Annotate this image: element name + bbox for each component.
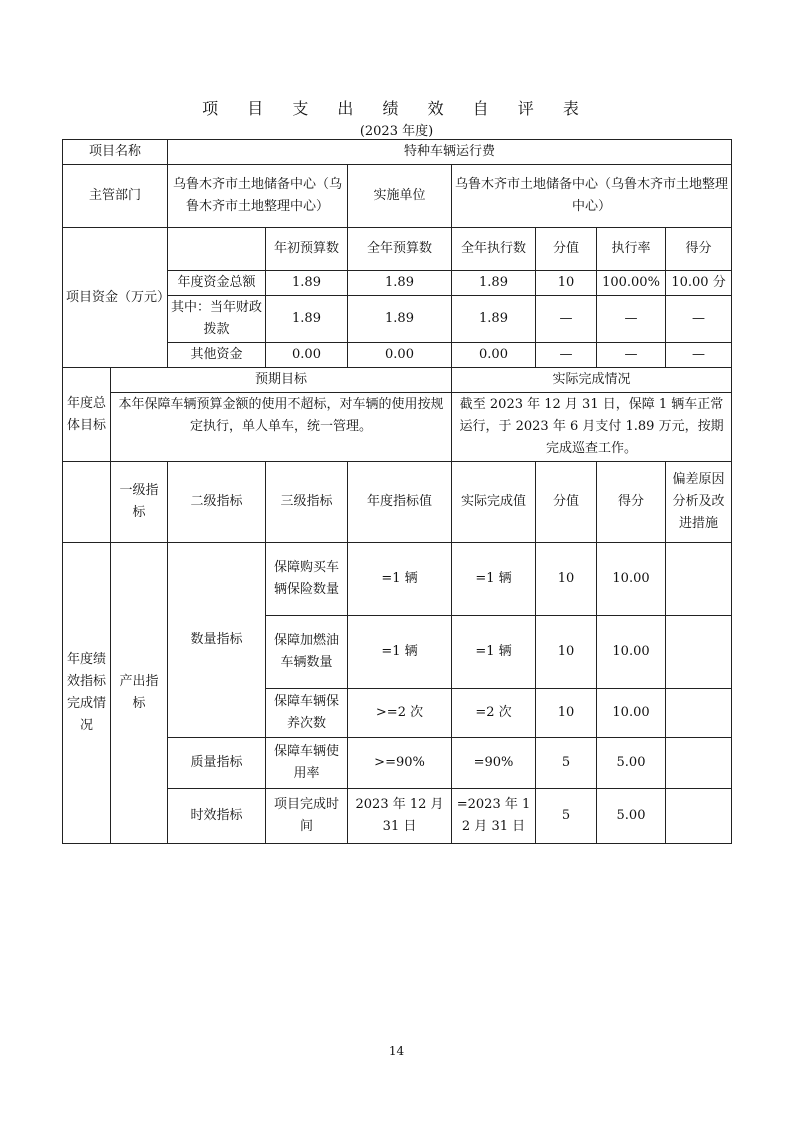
indicator-row xyxy=(63,543,732,616)
indicator-target: =1 辆 xyxy=(348,616,452,689)
indicator-header-row xyxy=(63,462,732,543)
page-number: 14 xyxy=(388,1044,405,1058)
funds-header: 全年预算数 xyxy=(348,228,452,271)
funds-cell: 0.00 xyxy=(348,343,452,368)
funds-cell: 10 xyxy=(536,271,597,296)
indicator-header: 偏差原因分析及改进措施 xyxy=(666,462,732,543)
indicator-target: =1 辆 xyxy=(348,543,452,616)
indicator-level1: 产出指标 xyxy=(111,543,168,844)
indicator-score-max: 5 xyxy=(536,738,597,789)
funds-cell: — xyxy=(666,296,732,343)
funds-row-label: 其中：当年财政拨款 xyxy=(168,296,266,343)
indicator-section-label: 年度绩效指标完成情况 xyxy=(63,543,111,844)
indicator-header: 得分 xyxy=(597,462,666,543)
funds-cell: 1.89 xyxy=(266,296,348,343)
indicator-score: 5.00 xyxy=(597,738,666,789)
indicator-level3: 保障购买车辆保险数量 xyxy=(266,543,348,616)
indicator-actual: =90% xyxy=(452,738,536,789)
indicator-actual: =1 辆 xyxy=(452,616,536,689)
funds-cell: 1.89 xyxy=(348,296,452,343)
funds-cell: — xyxy=(536,343,597,368)
actual-result-text: 截至 2023 年 12 月 31 日，保障 1 辆车正常运行，于 2023 年 6 月支付 1.89 万元，按期完成巡查工作。 xyxy=(452,393,732,462)
indicator-score-max: 10 xyxy=(536,616,597,689)
impl-value: 乌鲁木齐市土地储备中心（乌鲁木齐市土地整理中心） xyxy=(452,165,732,228)
project-name-label: 项目名称 xyxy=(63,140,168,165)
project-name-value: 特种车辆运行费 xyxy=(168,140,732,165)
funds-row-label: 其他资金 xyxy=(168,343,266,368)
indicator-score-max: 10 xyxy=(536,543,597,616)
goals-header-row xyxy=(63,368,732,393)
funds-cell: — xyxy=(597,296,666,343)
funds-cell: 1.89 xyxy=(348,271,452,296)
indicator-header: 一级指标 xyxy=(111,462,168,543)
indicator-target: >=2 次 xyxy=(348,689,452,738)
expected-goal-text: 本年保障车辆预算金额的使用不超标，对车辆的使用按规定执行，单人单车，统一管理。 xyxy=(111,393,452,462)
funds-header: 得分 xyxy=(666,228,732,271)
funds-cell: — xyxy=(666,343,732,368)
indicator-score: 10.00 xyxy=(597,543,666,616)
indicator-actual: =2 次 xyxy=(452,689,536,738)
indicator-actual: =2023 年 12 月 31 日 xyxy=(452,789,536,844)
self-evaluation-table xyxy=(62,139,732,844)
indicator-note xyxy=(666,789,732,844)
funds-cell: 10.00 分 xyxy=(666,271,732,296)
indicator-level2: 时效指标 xyxy=(168,789,266,844)
funds-cell: — xyxy=(536,296,597,343)
indicator-score: 5.00 xyxy=(597,789,666,844)
impl-label: 实施单位 xyxy=(348,165,452,228)
funds-cell: 1.89 xyxy=(452,271,536,296)
year-label: (2023 年度) xyxy=(359,124,434,139)
funds-cell: 100.00% xyxy=(597,271,666,296)
indicator-level3: 保障车辆保养次数 xyxy=(266,689,348,738)
indicator-header: 三级指标 xyxy=(266,462,348,543)
funds-header: 全年执行数 xyxy=(452,228,536,271)
actual-result-header: 实际完成情况 xyxy=(452,368,732,393)
indicator-level3: 保障车辆使用率 xyxy=(266,738,348,789)
indicator-level2: 质量指标 xyxy=(168,738,266,789)
indicator-level3: 保障加燃油车辆数量 xyxy=(266,616,348,689)
funds-label: 项目资金（万元） xyxy=(63,228,168,368)
funds-cell: 0.00 xyxy=(452,343,536,368)
funds-header: 年初预算数 xyxy=(266,228,348,271)
project-name-row xyxy=(63,140,732,165)
expected-goal-header: 预期目标 xyxy=(111,368,452,393)
funds-row-label: 年度资金总额 xyxy=(168,271,266,296)
page-title: 项 目 支 出 绩 效 自 评 表 xyxy=(202,99,591,118)
indicator-header: 分值 xyxy=(536,462,597,543)
funds-header: 执行率 xyxy=(597,228,666,271)
indicator-score: 10.00 xyxy=(597,689,666,738)
funds-cell: 0.00 xyxy=(266,343,348,368)
indicator-target: 2023 年 12 月 31 日 xyxy=(348,789,452,844)
indicator-header: 二级指标 xyxy=(168,462,266,543)
dept-value: 乌鲁木齐市土地储备中心（乌鲁木齐市土地整理中心） xyxy=(168,165,348,228)
indicator-level2: 数量指标 xyxy=(168,543,266,738)
indicator-note xyxy=(666,738,732,789)
indicator-note xyxy=(666,689,732,738)
funds-header-row xyxy=(63,228,732,271)
goals-text-row xyxy=(63,393,732,462)
indicator-header: 实际完成值 xyxy=(452,462,536,543)
indicator-target: >=90% xyxy=(348,738,452,789)
indicator-header: 年度指标值 xyxy=(348,462,452,543)
indicator-actual: =1 辆 xyxy=(452,543,536,616)
funds-cell: 1.89 xyxy=(266,271,348,296)
department-row xyxy=(63,165,732,228)
funds-cell: — xyxy=(597,343,666,368)
indicator-note xyxy=(666,543,732,616)
indicator-score: 10.00 xyxy=(597,616,666,689)
indicator-note xyxy=(666,616,732,689)
indicator-corner xyxy=(63,462,111,543)
funds-cell: 1.89 xyxy=(452,296,536,343)
dept-label: 主管部门 xyxy=(63,165,168,228)
funds-header: 分值 xyxy=(536,228,597,271)
goals-label: 年度总体目标 xyxy=(63,368,111,462)
indicator-score-max: 10 xyxy=(536,689,597,738)
funds-corner xyxy=(168,228,266,271)
indicator-score-max: 5 xyxy=(536,789,597,844)
indicator-level3: 项目完成时间 xyxy=(266,789,348,844)
